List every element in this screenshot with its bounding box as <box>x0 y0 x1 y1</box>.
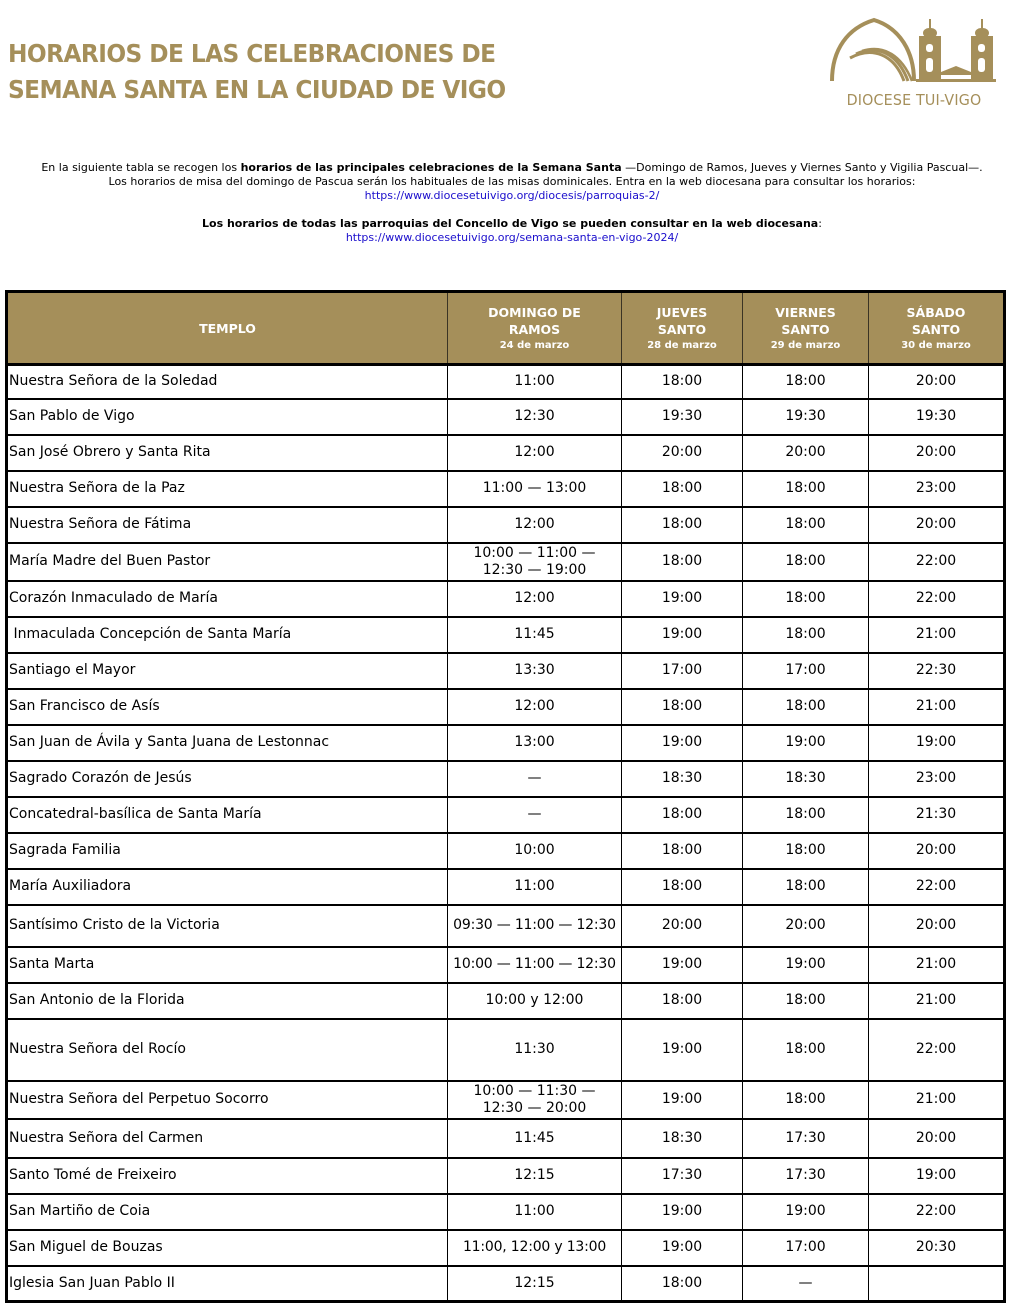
viernes-cell: 18:30 <box>743 761 869 797</box>
viernes-cell: 18:00 <box>743 471 869 507</box>
column-header-date: 29 de marzo <box>770 339 841 351</box>
domingo-cell: 10:00 y 12:00 <box>448 983 622 1019</box>
column-header-label: TEMPLO <box>199 320 256 336</box>
table-row <box>7 1194 1005 1230</box>
domingo-cell: 13:00 <box>448 725 622 761</box>
viernes-cell: 18:00 <box>743 581 869 617</box>
intro-line-1-bold: horarios de las principales celebraciones de la Semana Santa <box>240 161 622 174</box>
column-header-label: SÁBADO <box>906 304 966 320</box>
sabado-cell: 21:00 <box>869 983 1005 1019</box>
templo-cell: San Juan de Ávila y Santa Juana de Lestonnac <box>7 725 448 761</box>
templo-cell: San José Obrero y Santa Rita <box>7 435 448 471</box>
intro-line-1-post: —Domingo de Ramos, Jueves y Viernes Santo y Vigilia Pascual—. <box>621 161 983 174</box>
jueves-cell: 18:00 <box>622 507 743 543</box>
viernes-cell: 18:00 <box>743 869 869 905</box>
column-header-label: JUEVES <box>656 304 708 320</box>
jueves-cell: 19:00 <box>622 725 743 761</box>
column-header-sabado <box>869 292 1005 365</box>
jueves-cell: 17:00 <box>622 653 743 689</box>
table-row <box>7 1081 1005 1119</box>
templo-cell: Corazón Inmaculado de María <box>7 581 448 617</box>
table-row <box>7 581 1005 617</box>
templo-cell: Iglesia San Juan Pablo II <box>7 1266 448 1302</box>
templo-cell: Concatedral-basílica de Santa María <box>7 797 448 833</box>
viernes-cell: 17:00 <box>743 653 869 689</box>
sabado-cell: 21:00 <box>869 689 1005 725</box>
templo-cell: Nuestra Señora del Rocío <box>7 1019 448 1081</box>
table-row <box>7 905 1005 947</box>
sabado-cell: 19:00 <box>869 725 1005 761</box>
table-row <box>7 1158 1005 1194</box>
domingo-cell: 10:00 <box>448 833 622 869</box>
viernes-cell: 19:30 <box>743 399 869 435</box>
jueves-cell: 18:00 <box>622 869 743 905</box>
templo-cell: Santa Marta <box>7 947 448 983</box>
column-header-label2: RAMOS <box>508 321 561 337</box>
table-row <box>7 797 1005 833</box>
sabado-cell: 22:00 <box>869 1019 1005 1081</box>
domingo-cell: 10:00 — 11:00 — 12:30 <box>448 947 622 983</box>
domingo-cell: 13:30 <box>448 653 622 689</box>
intro-line-3-post: : <box>818 217 822 230</box>
column-header-label2: SANTO <box>781 321 830 337</box>
sabado-cell: 23:00 <box>869 761 1005 797</box>
column-header-label: DOMINGO DE <box>488 304 581 320</box>
templo-cell: Nuestra Señora de la Paz <box>7 471 448 507</box>
viernes-cell: 18:00 <box>743 833 869 869</box>
viernes-cell: 18:00 <box>743 543 869 581</box>
jueves-cell: 18:00 <box>622 365 743 399</box>
domingo-cell: 12:00 <box>448 507 622 543</box>
sabado-cell: 19:30 <box>869 399 1005 435</box>
viernes-cell: 20:00 <box>743 435 869 471</box>
domingo-cell: 11:00 <box>448 869 622 905</box>
intro-line-1 <box>0 161 1024 175</box>
sabado-cell: 23:00 <box>869 471 1005 507</box>
sabado-cell: 22:00 <box>869 1194 1005 1230</box>
table-row <box>7 689 1005 725</box>
page-title <box>8 36 506 108</box>
domingo-cell: 11:00, 12:00 y 13:00 <box>448 1230 622 1266</box>
sabado-cell <box>869 1266 1005 1302</box>
jueves-cell: 18:00 <box>622 983 743 1019</box>
table-row <box>7 1230 1005 1266</box>
domingo-cell: 12:30 <box>448 399 622 435</box>
viernes-cell: 18:00 <box>743 797 869 833</box>
jueves-cell: 20:00 <box>622 905 743 947</box>
table-body <box>7 365 1005 1302</box>
table-row <box>7 435 1005 471</box>
sabado-cell: 19:00 <box>869 1158 1005 1194</box>
templo-cell: San Antonio de la Florida <box>7 983 448 1019</box>
jueves-cell: 17:30 <box>622 1158 743 1194</box>
viernes-cell: 18:00 <box>743 983 869 1019</box>
domingo-cell: 11:00 — 13:00 <box>448 471 622 507</box>
table-row <box>7 947 1005 983</box>
viernes-cell: 17:30 <box>743 1119 869 1158</box>
table-row <box>7 653 1005 689</box>
viernes-cell: 18:00 <box>743 1019 869 1081</box>
domingo-cell: 12:15 <box>448 1158 622 1194</box>
jueves-cell: 19:00 <box>622 617 743 653</box>
domingo-cell: 11:30 <box>448 1019 622 1081</box>
domingo-cell: — <box>448 797 622 833</box>
intro-text <box>0 161 1024 245</box>
parroquias-link[interactable]: https://www.diocesetuivigo.org/diocesis/parroquias-2/ <box>364 189 660 202</box>
column-header-domingo <box>448 292 622 365</box>
domingo-cell: 11:45 <box>448 617 622 653</box>
domingo-cell: 09:30 — 11:00 — 12:30 <box>448 905 622 947</box>
column-header-viernes <box>743 292 869 365</box>
domingo-cell: 12:00 <box>448 435 622 471</box>
domingo-cell: 11:00 <box>448 365 622 399</box>
jueves-cell: 18:00 <box>622 833 743 869</box>
templo-cell: Sagrada Familia <box>7 833 448 869</box>
domingo-cell: 12:15 <box>448 1266 622 1302</box>
templo-cell: Sagrado Corazón de Jesús <box>7 761 448 797</box>
intro-line-2: Los horarios de misa del domingo de Pascua serán los habituales de las misas dominicales. Entra en la web diocesana para consultar los horarios: <box>108 175 916 188</box>
jueves-cell: 18:00 <box>622 797 743 833</box>
table-row <box>7 869 1005 905</box>
sabado-cell: 21:30 <box>869 797 1005 833</box>
diocese-logo <box>828 14 1000 114</box>
jueves-cell: 18:00 <box>622 1266 743 1302</box>
templo-cell: San Francisco de Asís <box>7 689 448 725</box>
jueves-cell: 19:00 <box>622 1194 743 1230</box>
sabado-cell: 20:00 <box>869 435 1005 471</box>
sabado-cell: 21:00 <box>869 1081 1005 1119</box>
sabado-cell: 20:00 <box>869 365 1005 399</box>
column-header-templo <box>7 292 448 365</box>
sabado-cell: 22:00 <box>869 543 1005 581</box>
column-header-date: 30 de marzo <box>901 339 971 351</box>
table-row <box>7 1019 1005 1081</box>
domingo-cell: 11:45 <box>448 1119 622 1158</box>
domingo-cell: — <box>448 761 622 797</box>
cathedral-logo-icon <box>828 14 1000 94</box>
domingo-cell: 11:00 <box>448 1194 622 1230</box>
table-row <box>7 983 1005 1019</box>
jueves-cell: 19:00 <box>622 1081 743 1119</box>
viernes-cell: 19:00 <box>743 947 869 983</box>
viernes-cell: 17:30 <box>743 1158 869 1194</box>
sabado-cell: 22:00 <box>869 869 1005 905</box>
templo-cell: San Pablo de Vigo <box>7 399 448 435</box>
column-header-label2: SANTO <box>657 321 707 337</box>
templo-cell: María Madre del Buen Pastor <box>7 543 448 581</box>
table-row <box>7 1119 1005 1158</box>
intro-line-1-pre: En la siguiente tabla se recogen los <box>41 161 241 174</box>
table-row <box>7 1266 1005 1302</box>
viernes-cell: 18:00 <box>743 689 869 725</box>
sabado-cell: 22:00 <box>869 581 1005 617</box>
intro-line-3 <box>0 217 1024 231</box>
table-header-row <box>7 292 1005 365</box>
column-header-jueves <box>622 292 743 365</box>
domingo-cell: 10:00 — 11:30 — 12:30 — 20:00 <box>448 1081 622 1119</box>
jueves-cell: 19:30 <box>622 399 743 435</box>
table-row <box>7 507 1005 543</box>
table-row <box>7 365 1005 399</box>
logo-text: DIOCESE TUI-VIGO <box>846 91 982 109</box>
schedule-table <box>5 290 1006 1303</box>
jueves-cell: 18:00 <box>622 543 743 581</box>
table-row <box>7 833 1005 869</box>
jueves-cell: 19:00 <box>622 947 743 983</box>
table-row <box>7 471 1005 507</box>
table-row <box>7 399 1005 435</box>
jueves-cell: 18:00 <box>622 689 743 725</box>
templo-cell: Nuestra Señora de Fátima <box>7 507 448 543</box>
sabado-cell: 21:00 <box>869 947 1005 983</box>
semana-santa-link[interactable]: https://www.diocesetuivigo.org/semana-santa-en-vigo-2024/ <box>345 231 679 244</box>
viernes-cell: 17:00 <box>743 1230 869 1266</box>
jueves-cell: 19:00 <box>622 1230 743 1266</box>
sabado-cell: 20:00 <box>869 833 1005 869</box>
jueves-cell: 19:00 <box>622 581 743 617</box>
intro-line-3-bold: Los horarios de todas las parroquias del Concello de Vigo se pueden consultar en la web diocesana <box>202 217 819 230</box>
sabado-cell: 20:00 <box>869 905 1005 947</box>
viernes-cell: 19:00 <box>743 1194 869 1230</box>
templo-cell: María Auxiliadora <box>7 869 448 905</box>
viernes-cell: 18:00 <box>743 1081 869 1119</box>
jueves-cell: 18:30 <box>622 1119 743 1158</box>
viernes-cell: 18:00 <box>743 617 869 653</box>
domingo-cell: 12:00 <box>448 581 622 617</box>
jueves-cell: 20:00 <box>622 435 743 471</box>
jueves-cell: 19:00 <box>622 1019 743 1081</box>
title-line-2: SEMANA SANTA EN LA CIUDAD DE VIGO <box>8 75 506 104</box>
title-line-1: HORARIOS DE LAS CELEBRACIONES DE <box>8 39 496 68</box>
table-row <box>7 617 1005 653</box>
templo-cell: Nuestra Señora de la Soledad <box>7 365 448 399</box>
viernes-cell: 18:00 <box>743 365 869 399</box>
templo-cell: Nuestra Señora del Carmen <box>7 1119 448 1158</box>
sabado-cell: 21:00 <box>869 617 1005 653</box>
viernes-cell: 18:00 <box>743 507 869 543</box>
table-row <box>7 725 1005 761</box>
column-header-date: 28 de marzo <box>647 339 717 351</box>
table-row <box>7 543 1005 581</box>
jueves-cell: 18:30 <box>622 761 743 797</box>
column-header-label2: SANTO <box>911 321 961 337</box>
templo-cell: Santiago el Mayor <box>7 653 448 689</box>
column-header-label: VIERNES <box>775 304 836 320</box>
templo-cell: San Miguel de Bouzas <box>7 1230 448 1266</box>
sabado-cell: 20:00 <box>869 1119 1005 1158</box>
sabado-cell: 20:30 <box>869 1230 1005 1266</box>
templo-cell: Santo Tomé de Freixeiro <box>7 1158 448 1194</box>
viernes-cell: — <box>743 1266 869 1302</box>
templo-cell: San Martiño de Coia <box>7 1194 448 1230</box>
jueves-cell: 18:00 <box>622 471 743 507</box>
viernes-cell: 19:00 <box>743 725 869 761</box>
templo-cell: Nuestra Señora del Perpetuo Socorro <box>7 1081 448 1119</box>
column-header-date: 24 de marzo <box>499 339 570 351</box>
sabado-cell: 22:30 <box>869 653 1005 689</box>
domingo-cell: 10:00 — 11:00 — 12:30 — 19:00 <box>448 543 622 581</box>
domingo-cell: 12:00 <box>448 689 622 725</box>
table-row <box>7 761 1005 797</box>
viernes-cell: 20:00 <box>743 905 869 947</box>
templo-cell: Santísimo Cristo de la Victoria <box>7 905 448 947</box>
sabado-cell: 20:00 <box>869 507 1005 543</box>
templo-cell: Inmaculada Concepción de Santa María <box>7 617 448 653</box>
